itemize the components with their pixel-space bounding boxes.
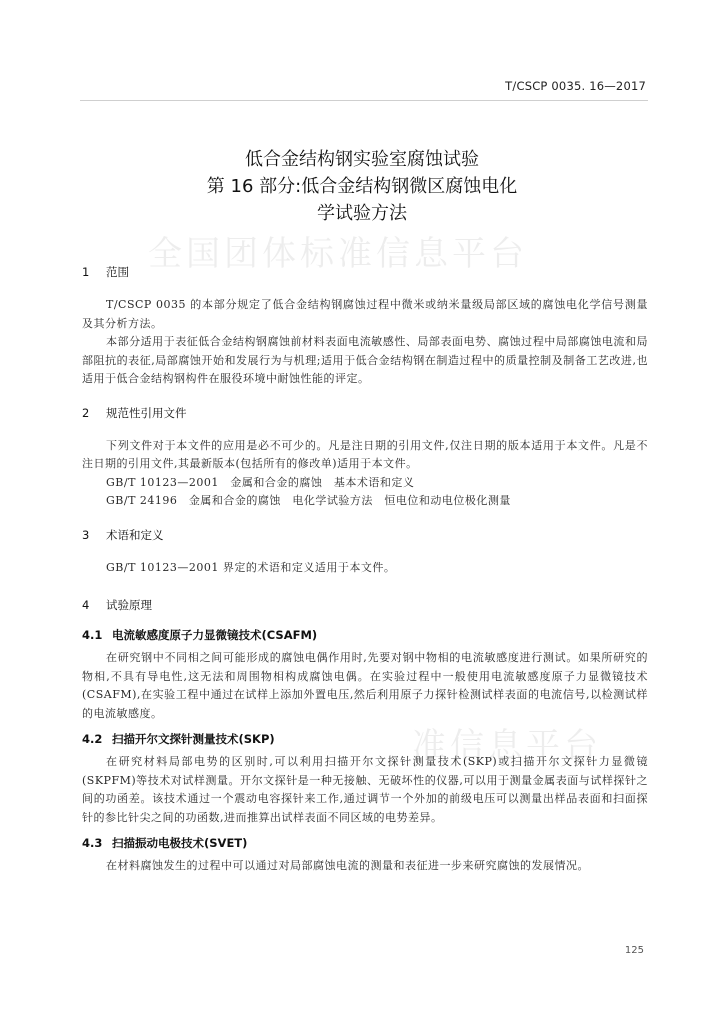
section-1-paragraph-1: T/CSCP 0035 的本部分规定了低合金结构钢腐蚀过程中微米或纳米量级局部区域的腐蚀电化学信号测量及其分析方法。: [82, 298, 648, 330]
subsection-title: 扫描开尔文探针测量技术(SKP): [112, 732, 275, 746]
title-line-1: 低合金结构钢实验室腐蚀试验: [245, 149, 479, 170]
page-number: 125: [624, 945, 644, 956]
section-title: 试验原理: [106, 598, 152, 612]
section-1-paragraph-2: 本部分适用于表征低合金结构钢腐蚀前材料表面电流敏感性、局部表面电势、腐蚀过程中局部腐蚀电流和局部阻抗的表征,局部腐蚀开始和发展行为与机理;适用于低合金结构钢在制造过程中的质量控制及制备工艺改进,也适用于低合金结构钢构件在服役环境中耐蚀性能的评定。: [82, 335, 648, 385]
section-2-paragraph-1: 下列文件对于本文件的应用是必不可少的。凡是注日期的引用文件,仅注日期的版本适用于本文件。凡是不注日期的引用文件,其最新版本(包括所有的修改单)适用于本文件。: [82, 438, 648, 470]
subsection-4-1-heading: [82, 625, 648, 645]
section-title: 范围: [106, 265, 129, 279]
reference-2: GB/T 24196 金属和合金的腐蚀 电化学试验方法 恒电位和动电位极化测量: [106, 494, 511, 507]
section-title: 术语和定义: [106, 527, 164, 542]
title-line-2: 第 16 部分:低合金结构钢微区腐蚀电化: [206, 176, 518, 197]
watermark-top: 全国团体标准信息平台: [148, 234, 528, 274]
subsection-4-3-heading: [82, 833, 648, 853]
title-line-3: 学试验方法: [317, 203, 407, 224]
subsection-title: 电流敏感度原子力显微镜技术(CSAFM): [112, 628, 318, 642]
reference-1: GB/T 10123—2001 金属和合金的腐蚀 基本术语和定义: [106, 475, 415, 489]
subsection-number: 4.1: [82, 628, 103, 642]
section-3-paragraph-1: GB/T 10123—2001 界定的术语和定义适用于本文件。: [106, 560, 396, 574]
section-number: 3: [82, 527, 90, 542]
subsection-number: 4.3: [82, 836, 103, 850]
section-number: 1: [82, 265, 90, 279]
section-number: 2: [82, 405, 90, 420]
subsection-4-2-heading: [82, 729, 648, 749]
section-number: 4: [82, 598, 90, 612]
subsection-number: 4.2: [82, 732, 103, 746]
section-2-heading: [82, 403, 648, 423]
header-rule: [80, 100, 648, 101]
subsection-4-3-paragraph: 在材料腐蚀发生的过程中可以通过对局部腐蚀电流的测量和表征进一步来研究腐蚀的发展情况。: [106, 859, 589, 872]
document-title: [0, 146, 724, 227]
section-4-heading: [82, 595, 648, 615]
header-standard-code: T/CSCP 0035. 16—2017: [505, 79, 646, 93]
section-title: 规范性引用文件: [106, 405, 187, 420]
watermark-middle: 准信息平台: [412, 726, 602, 766]
subsection-title: 扫描振动电极技术(SVET): [112, 836, 248, 850]
section-1-heading: [82, 262, 648, 282]
subsection-4-2-paragraph: 在研究材料局部电势的区别时,可以利用扫描开尔文探针测量技术(SKP)或扫描开尔文探针力显微镜(SKPFM)等技术对试样测量。开尔文探针是一种无接触、无破坏性的仪器,可以用于测量金属表面与试样探针之间的功函差。该技术通过一个震动电容探针来工作,通过调节一个外加的前级电压可以测量出样品表面和扫面探针的参比针尖之间的功函数,进而推算出试样表面不同区域的电势差异。: [82, 755, 648, 824]
section-3-heading: [82, 525, 648, 545]
document-body: [82, 262, 648, 876]
subsection-4-1-paragraph: 在研究钢中不同相之间可能形成的腐蚀电偶作用时,先要对钢中物相的电流敏感度进行测试。如果所研究的物相,不具有导电性,这无法和周围物相构成腐蚀电偶。在实验过程中一般使用电流敏感度原子力显微镜技术(CSAFM),在实验工程中通过在试样上添加外置电压,然后利用原子力探针检测试样表面的电流信号,以检测试样的电流敏感度。: [82, 651, 648, 720]
